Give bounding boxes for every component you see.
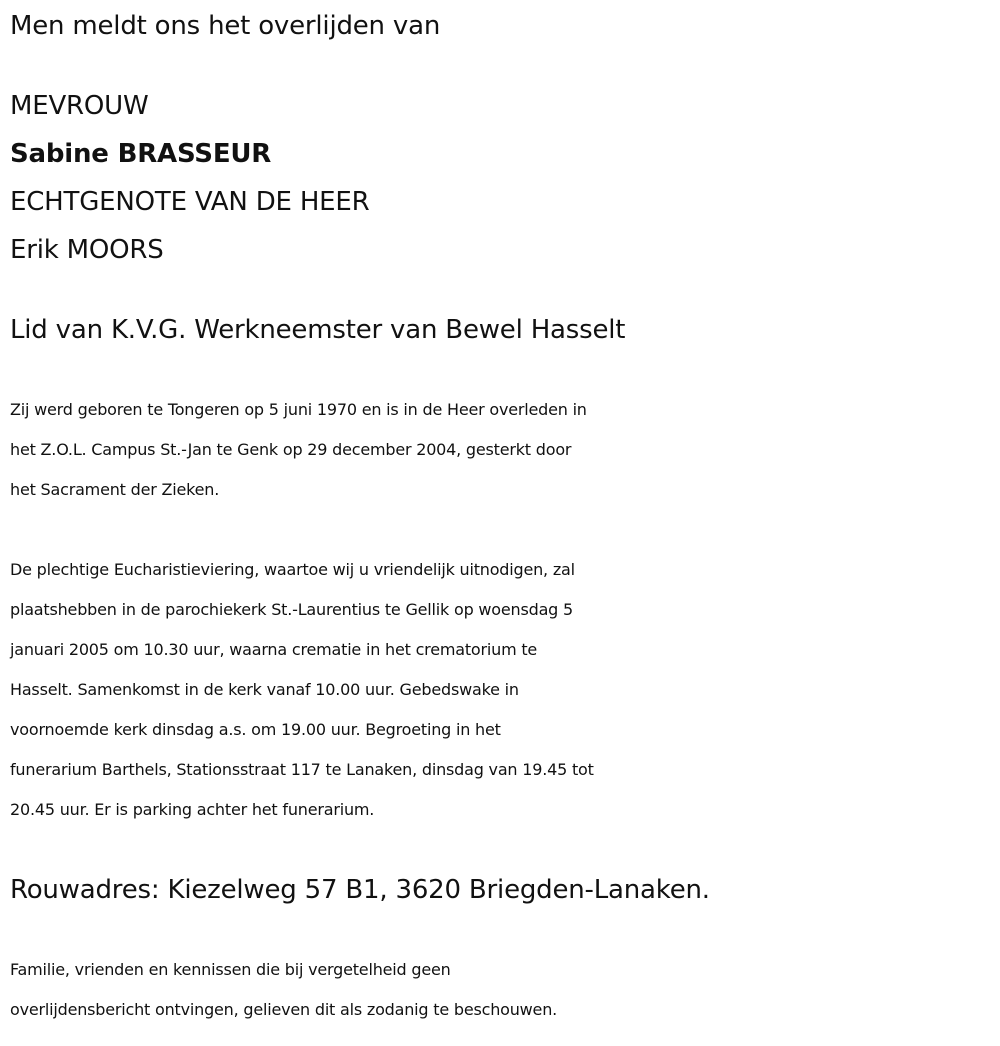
- membership-paragraph: [10, 310, 625, 350]
- birth-line: het Sacrament der Zieken.: [10, 480, 220, 499]
- deceased-title-block: [10, 86, 370, 278]
- ceremony-line: 20.45 uur. Er is parking achter het funerarium.: [10, 800, 375, 819]
- ceremony-line: Hasselt. Samenkomst in de kerk vanaf 10.00 uur. Gebedswake in: [10, 680, 519, 699]
- intro-line: Men meldt ons het overlijden van: [10, 11, 441, 41]
- membership-line: Lid van K.V.G. Werkneemster van Bewel Hasselt: [10, 315, 626, 345]
- address-line: Rouwadres: Kiezelweg 57 B1, 3620 Briegden-Lanaken.: [10, 875, 710, 905]
- ceremony-line: De plechtige Eucharistieviering, waartoe wij u vriendelijk uitnodigen, zal: [10, 560, 575, 579]
- birth-line: het Z.O.L. Campus St.-Jan te Genk op 29 december 2004, gesterkt door: [10, 440, 572, 459]
- spouse-name: Erik MOORS: [10, 235, 164, 265]
- closing-line: overlijdensbericht ontvingen, gelieven dit als zodanig te beschouwen.: [10, 1000, 558, 1019]
- ceremony-line: januari 2005 om 10.30 uur, waarna crematie in het crematorium te: [10, 640, 538, 659]
- address-paragraph: [10, 870, 710, 910]
- closing-paragraph: [10, 950, 1000, 1030]
- intro-text: [10, 6, 440, 46]
- birth-paragraph: [10, 390, 1000, 510]
- ceremony-line: plaatshebben in de parochiekerk St.-Laurentius te Gellik op woensdag 5: [10, 600, 574, 619]
- relation-text: ECHTGENOTE VAN DE HEER: [10, 187, 370, 217]
- birth-line: Zij werd geboren te Tongeren op 5 juni 1970 en is in de Heer overleden in: [10, 400, 587, 419]
- ceremony-paragraph: [10, 550, 1000, 830]
- ceremony-line: voornoemde kerk dinsdag a.s. om 19.00 uur. Begroeting in het: [10, 720, 501, 739]
- deceased-name: Sabine BRASSEUR: [10, 139, 272, 169]
- ceremony-line: funerarium Barthels, Stationsstraat 117 te Lanaken, dinsdag van 19.45 tot: [10, 760, 594, 779]
- closing-line: Familie, vrienden en kennissen die bij vergetelheid geen: [10, 960, 451, 979]
- honorific: MEVROUW: [10, 91, 149, 121]
